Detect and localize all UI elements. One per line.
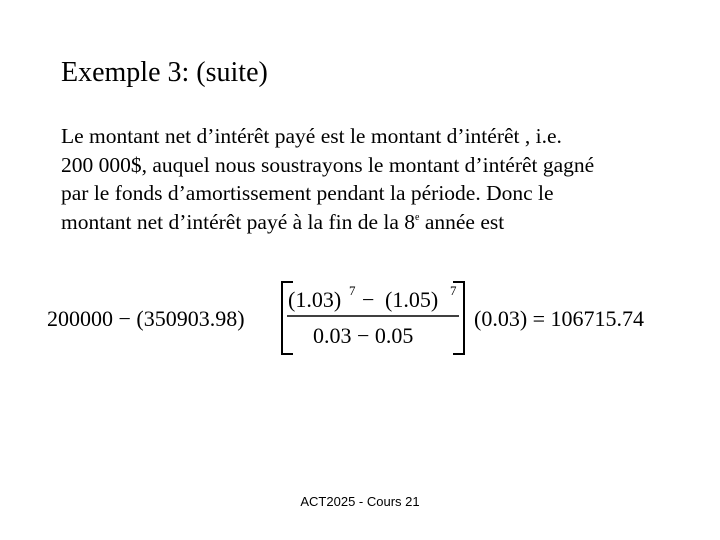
paragraph-line-1: Le montant net d’intérêt payé est le montant d’intérêt , i.e. <box>61 124 562 148</box>
formula-graphic <box>47 278 677 358</box>
slide-title: Exemple 3: (suite) <box>61 57 268 88</box>
numerator-minus: − <box>362 287 375 312</box>
line-4-text-end: année est <box>419 209 505 234</box>
paragraph-line-3: par le fonds d’amortissement pendant la période. Donc le <box>61 181 554 205</box>
slide-paragraph <box>61 122 701 236</box>
line-4-text-start: montant net d’intérêt payé à la fin de la 8 <box>61 209 416 234</box>
formula-right-factor: (0.03) = 106715.74 <box>474 306 645 331</box>
paragraph-line-2: 200 000$, auquel nous soustrayons le montant d’intérêt gagné <box>61 152 595 177</box>
numerator-exponent-a: 7 <box>349 283 356 298</box>
denominator: 0.03 − 0.05 <box>313 323 414 348</box>
numerator-exponent-b: 7 <box>450 283 457 298</box>
formula-left-term: 200000 − (350903.98) <box>47 306 245 331</box>
ordinal-superscript: e <box>415 211 420 223</box>
paragraph-line-4 <box>61 208 701 237</box>
interest-formula <box>47 278 677 358</box>
numerator-term-b: (1.05) <box>385 287 439 312</box>
slide-footer: ACT2025 - Cours 21 <box>300 494 420 509</box>
numerator-term-a: (1.03) <box>288 287 342 312</box>
